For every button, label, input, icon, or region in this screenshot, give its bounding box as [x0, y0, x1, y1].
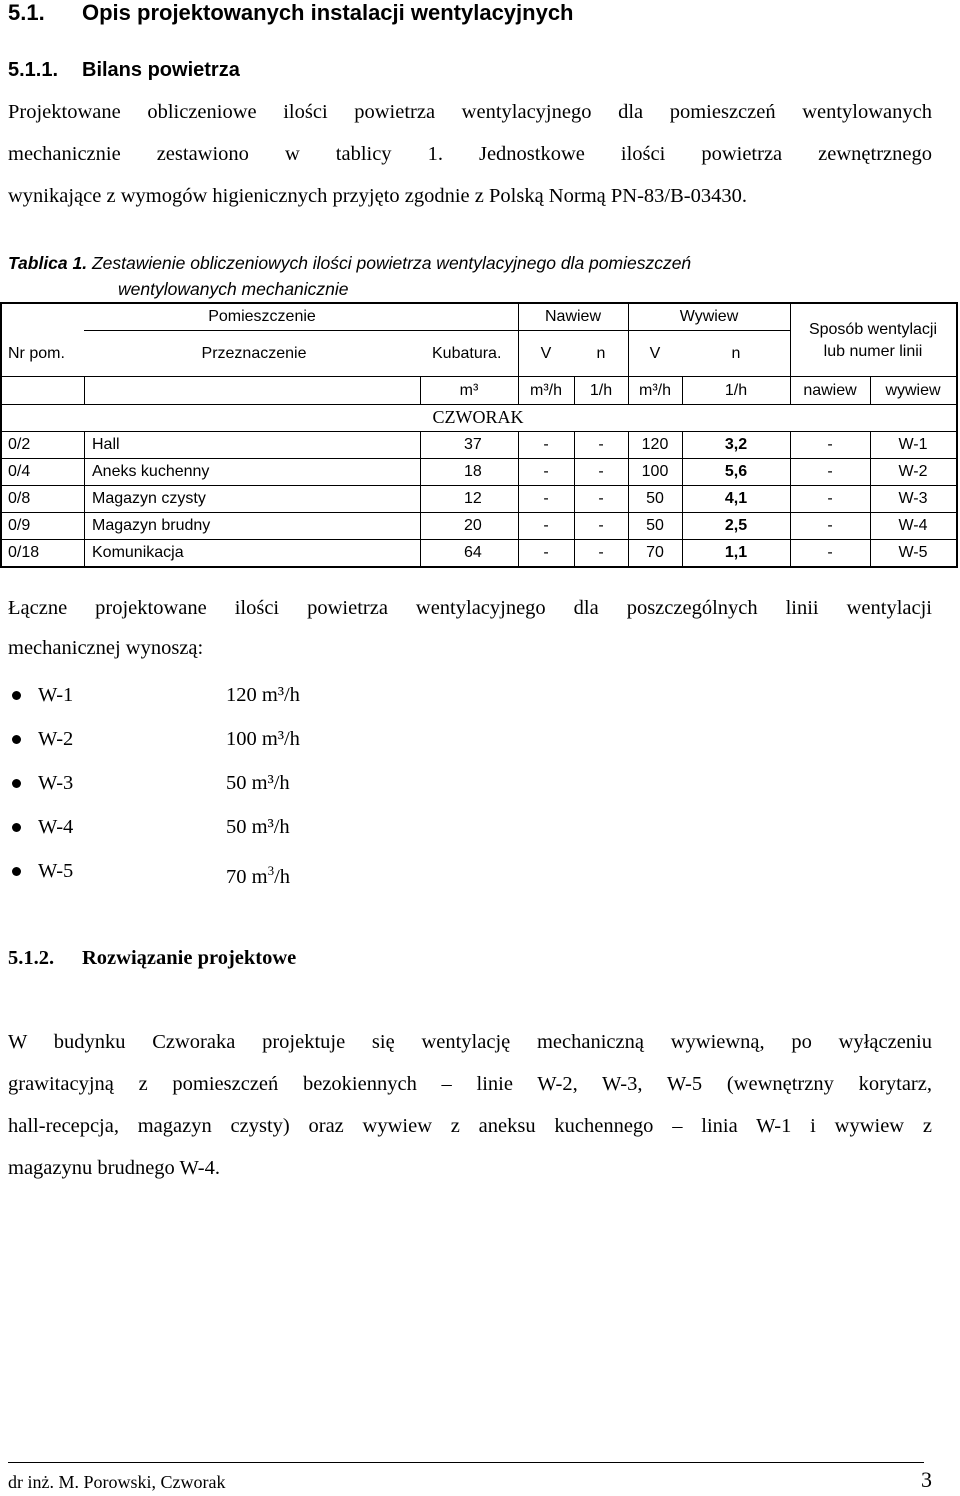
- header-method-2: lub numer linii: [823, 343, 923, 360]
- unit-v-supply: m³/h: [530, 382, 562, 399]
- line-value: 100 m³/h: [226, 728, 300, 750]
- cell-nr: 0/8: [8, 490, 31, 507]
- header-method: Sposób wentylacji: [808, 321, 938, 338]
- section-title: Opis projektowanych instalacji wentylacyjnych: [82, 0, 574, 25]
- line-value: [226, 856, 290, 892]
- col-nr: Nr pom.: [8, 345, 65, 362]
- bullet-icon: [12, 867, 21, 876]
- cell-n-exhaust: 4,1: [724, 490, 748, 507]
- solution-line-2: grawitacyjną z pomieszczeń bezokiennych – linie W-2, W-3, W-5 (wewnętrzny korytarz,: [8, 1073, 932, 1095]
- summary-paragraph: [8, 588, 932, 668]
- line-value-main: 70 m: [226, 865, 268, 888]
- cell-v-exhaust: 100: [641, 463, 669, 480]
- cell-exhaust-line: W-1: [898, 436, 928, 453]
- cell-supply-line: -: [827, 544, 833, 561]
- col-n-exhaust: n: [731, 345, 741, 362]
- intro-line-2: mechanicznie zestawiono w tablicy 1. Jednostkowe ilości powietrza zewnętrznego: [8, 143, 932, 165]
- unit-exhaust-line: wywiew: [885, 382, 941, 399]
- line-value: 50 m³/h: [226, 816, 290, 838]
- cell-name: Magazyn czysty: [92, 490, 206, 507]
- solution-line-4: magazynu brudnego W-4.: [8, 1157, 220, 1179]
- section-heading: [8, 0, 574, 26]
- cell-name: Magazyn brudny: [92, 517, 211, 534]
- cell-v-exhaust: 70: [646, 544, 664, 561]
- subsection-number: 5.1.1.: [8, 59, 59, 81]
- cell-nr: 0/4: [8, 463, 31, 480]
- line-value: 50 m³/h: [226, 772, 290, 794]
- col-volume: Kubatura.: [432, 345, 502, 362]
- cell-v-supply: -: [543, 544, 549, 561]
- solution-line-1: W budynku Czworaka projektuje się wentylację mechaniczną wywiewną, po wyłączeniu: [8, 1031, 932, 1053]
- cell-v-exhaust: 50: [646, 490, 664, 507]
- cell-nr: 0/18: [8, 544, 40, 561]
- unit-n-supply: 1/h: [589, 382, 613, 399]
- line-name: W-3: [38, 772, 74, 794]
- bullet-icon: [12, 691, 21, 700]
- list-item: [12, 856, 412, 886]
- bullet-icon: [12, 735, 21, 744]
- cell-volume: 12: [464, 490, 482, 507]
- cell-volume: 37: [464, 436, 482, 453]
- col-v-exhaust: V: [649, 345, 661, 362]
- summary-line-2: mechanicznej wynoszą:: [8, 637, 204, 659]
- summary-line-1: Łączne projektowane ilości powietrza wentylacyjnego dla poszczególnych linii wentylacji: [8, 597, 932, 619]
- footer-divider: [8, 1462, 924, 1463]
- cell-n-exhaust: 3,2: [724, 436, 748, 453]
- table-caption-label: Tablica 1.: [8, 253, 88, 273]
- subsection-heading: [8, 58, 240, 82]
- col-purpose: Przeznaczenie: [201, 345, 307, 362]
- footer-author: dr inż. M. Porowski, Czworak: [8, 1472, 226, 1492]
- cell-volume: 18: [464, 463, 482, 480]
- cell-n-supply: -: [598, 436, 604, 453]
- cell-exhaust-line: W-2: [898, 463, 928, 480]
- list-item: [12, 724, 412, 754]
- cell-exhaust-line: W-4: [898, 517, 928, 534]
- cell-n-supply: -: [598, 544, 604, 561]
- building-name: CZWORAK: [432, 407, 524, 427]
- cell-supply-line: -: [827, 436, 833, 453]
- col-n-supply: n: [596, 345, 606, 362]
- cell-v-exhaust: 50: [646, 517, 664, 534]
- cell-n-exhaust: 1,1: [724, 544, 748, 561]
- subsection2-number: 5.1.2.: [8, 947, 55, 969]
- cell-volume: 64: [464, 544, 482, 561]
- list-item: [12, 812, 412, 842]
- col-v-supply: V: [540, 345, 552, 362]
- line-name: W-5: [38, 860, 74, 882]
- table-caption-text-1: Zestawienie obliczeniowych ilości powietrza wentylacyjnego dla pomieszczeń: [91, 253, 692, 273]
- cell-supply-line: -: [827, 517, 833, 534]
- ventilation-table: [0, 302, 958, 568]
- solution-line-3: hall-recepcja, magazyn czysty) oraz wywiew z aneksu kuchennego – linia W-1 i wywiew z: [8, 1115, 932, 1137]
- unit-v-exhaust: m³/h: [639, 382, 671, 399]
- cell-n-supply: -: [598, 517, 604, 534]
- cell-exhaust-line: W-5: [898, 544, 928, 561]
- line-value-tail: /h: [274, 865, 291, 888]
- header-room: Pomieszczenie: [208, 308, 316, 325]
- cell-n-exhaust: 5,6: [724, 463, 748, 480]
- header-exhaust: Wywiew: [679, 308, 739, 325]
- list-item: [12, 680, 412, 710]
- solution-paragraph: [8, 1021, 932, 1189]
- cell-nr: 0/2: [8, 436, 31, 453]
- cell-v-exhaust: 120: [641, 436, 669, 453]
- intro-line-3: wynikające z wymogów higienicznych przyjęto zgodnie z Polską Normą PN-83/B-03430.: [8, 185, 747, 207]
- cell-v-supply: -: [543, 517, 549, 534]
- intro-paragraph: [8, 91, 932, 217]
- bullet-icon: [12, 823, 21, 832]
- cell-n-supply: -: [598, 463, 604, 480]
- unit-volume: m³: [459, 382, 479, 399]
- unit-n-exhaust: 1/h: [724, 382, 748, 399]
- cell-v-supply: -: [543, 463, 549, 480]
- line-name: W-1: [38, 684, 74, 706]
- cell-name: Aneks kuchenny: [92, 463, 210, 480]
- cell-v-supply: -: [543, 436, 549, 453]
- cell-name: Komunikacja: [92, 544, 184, 561]
- cell-name: Hall: [92, 436, 120, 453]
- subsection-title: Bilans powietrza: [82, 59, 240, 81]
- subsection2-title: Rozwiązanie projektowe: [82, 947, 297, 969]
- unit-supply-line: nawiew: [803, 382, 857, 399]
- cell-nr: 0/9: [8, 517, 31, 534]
- cell-v-supply: -: [543, 490, 549, 507]
- page-number: 3: [921, 1467, 932, 1492]
- cell-supply-line: -: [827, 463, 833, 480]
- cell-volume: 20: [464, 517, 482, 534]
- table-caption: [8, 250, 928, 302]
- subsection2-heading: [8, 944, 296, 972]
- cell-n-exhaust: 2,5: [724, 517, 748, 534]
- line-value: 120 m³/h: [226, 684, 300, 706]
- list-item: [12, 768, 412, 798]
- header-supply: Nawiew: [544, 308, 602, 325]
- line-value-sup: 3: [267, 863, 275, 878]
- cell-exhaust-line: W-3: [898, 490, 928, 507]
- line-name: W-2: [38, 728, 74, 750]
- line-name: W-4: [38, 816, 74, 838]
- cell-n-supply: -: [598, 490, 604, 507]
- bullet-icon: [12, 779, 21, 788]
- table-caption-text-2: wentylowanych mechanicznie: [118, 279, 349, 299]
- cell-supply-line: -: [827, 490, 833, 507]
- intro-line-1: Projektowane obliczeniowe ilości powietrza wentylacyjnego dla pomieszczeń wentylowanych: [8, 101, 932, 123]
- section-number: 5.1.: [8, 0, 45, 25]
